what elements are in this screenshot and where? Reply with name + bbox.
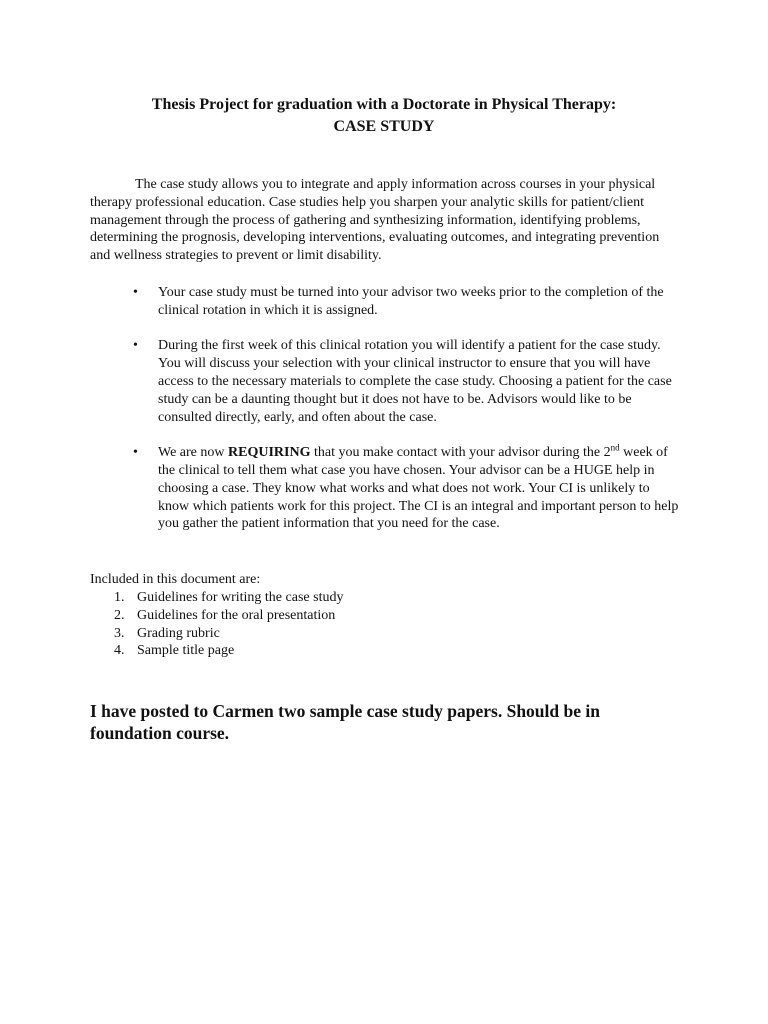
included-items-list [90, 589, 680, 660]
bullet-item-advisor-contact [90, 444, 680, 533]
title-line-2: CASE STUDY [333, 118, 435, 135]
carmen-note: I have posted to Carmen two sample case study papers. Should be in foundation course. [90, 701, 600, 743]
list-item-number: 1. [114, 590, 125, 605]
list-item-number: 3. [114, 625, 125, 641]
document-title [90, 94, 678, 138]
list-item-label: Guidelines for writing the case study [137, 590, 344, 605]
intro-paragraph [90, 176, 680, 265]
list-item [90, 642, 680, 660]
bullet-text-middle: that you make contact with your advisor during the 2 [310, 445, 611, 461]
list-item-label: Grading rubric [137, 625, 220, 641]
bullet-text: Your case study must be turned into your advisor two weeks prior to the completion of the clinical rotation in which it is assigned. [158, 285, 664, 318]
bullet-icon: • [133, 445, 138, 461]
list-item-number: 2. [114, 607, 125, 623]
bullet-text-emphasis: REQUIRING [228, 445, 311, 461]
included-heading: Included in this document are: [90, 572, 261, 587]
bullet-text-prefix: We are now [158, 445, 229, 461]
list-item-number: 4. [114, 643, 125, 659]
bullet-item-patient-selection [90, 337, 680, 426]
ordinal-superscript: nd [610, 442, 620, 453]
intro-text: The case study allows you to integrate and apply information across courses in your physical therapy professional education. Case studies help you sharpen your analytic skills for patient/client management through the process of gathering and synthesizing information, identifying problems, determining the prognosis, developing interventions, evaluating outcomes, and integrating prevention and wellness strategies to prevent or limit disability. [90, 177, 660, 264]
bullet-icon: • [133, 285, 138, 300]
bullet-icon: • [133, 338, 138, 354]
bullet-text: During the first week of this clinical rotation you will identify a patient for the case study. You will discuss your selection with your clinical instructor to ensure that you will have access to the necessary materials to complete the case study. Choosing a patient for the case study can be a daunting thought but it does not have to be. Advisors would like to be consulted directly, early, and often about the case. [158, 338, 672, 425]
list-item [90, 625, 680, 643]
list-item [90, 589, 680, 607]
bullet-item-submission [90, 284, 680, 320]
list-item-label: Guidelines for the oral presentation [137, 607, 336, 623]
title-line-1: Thesis Project for graduation with a Doctorate in Physical Therapy: [151, 96, 617, 113]
requirements-bullet-list [90, 284, 680, 551]
list-item [90, 607, 680, 625]
list-item-label: Sample title page [137, 643, 235, 659]
bullet-text-suffix: week of the clinical to tell them what case you have chosen. Your advisor can be a HUGE help in choosing a case. They know what works and what does not work. Your CI is unlikely to know which patients work for this project. The CI is an integral and important person to help you gather the patient information that you need for the case. [158, 445, 679, 532]
